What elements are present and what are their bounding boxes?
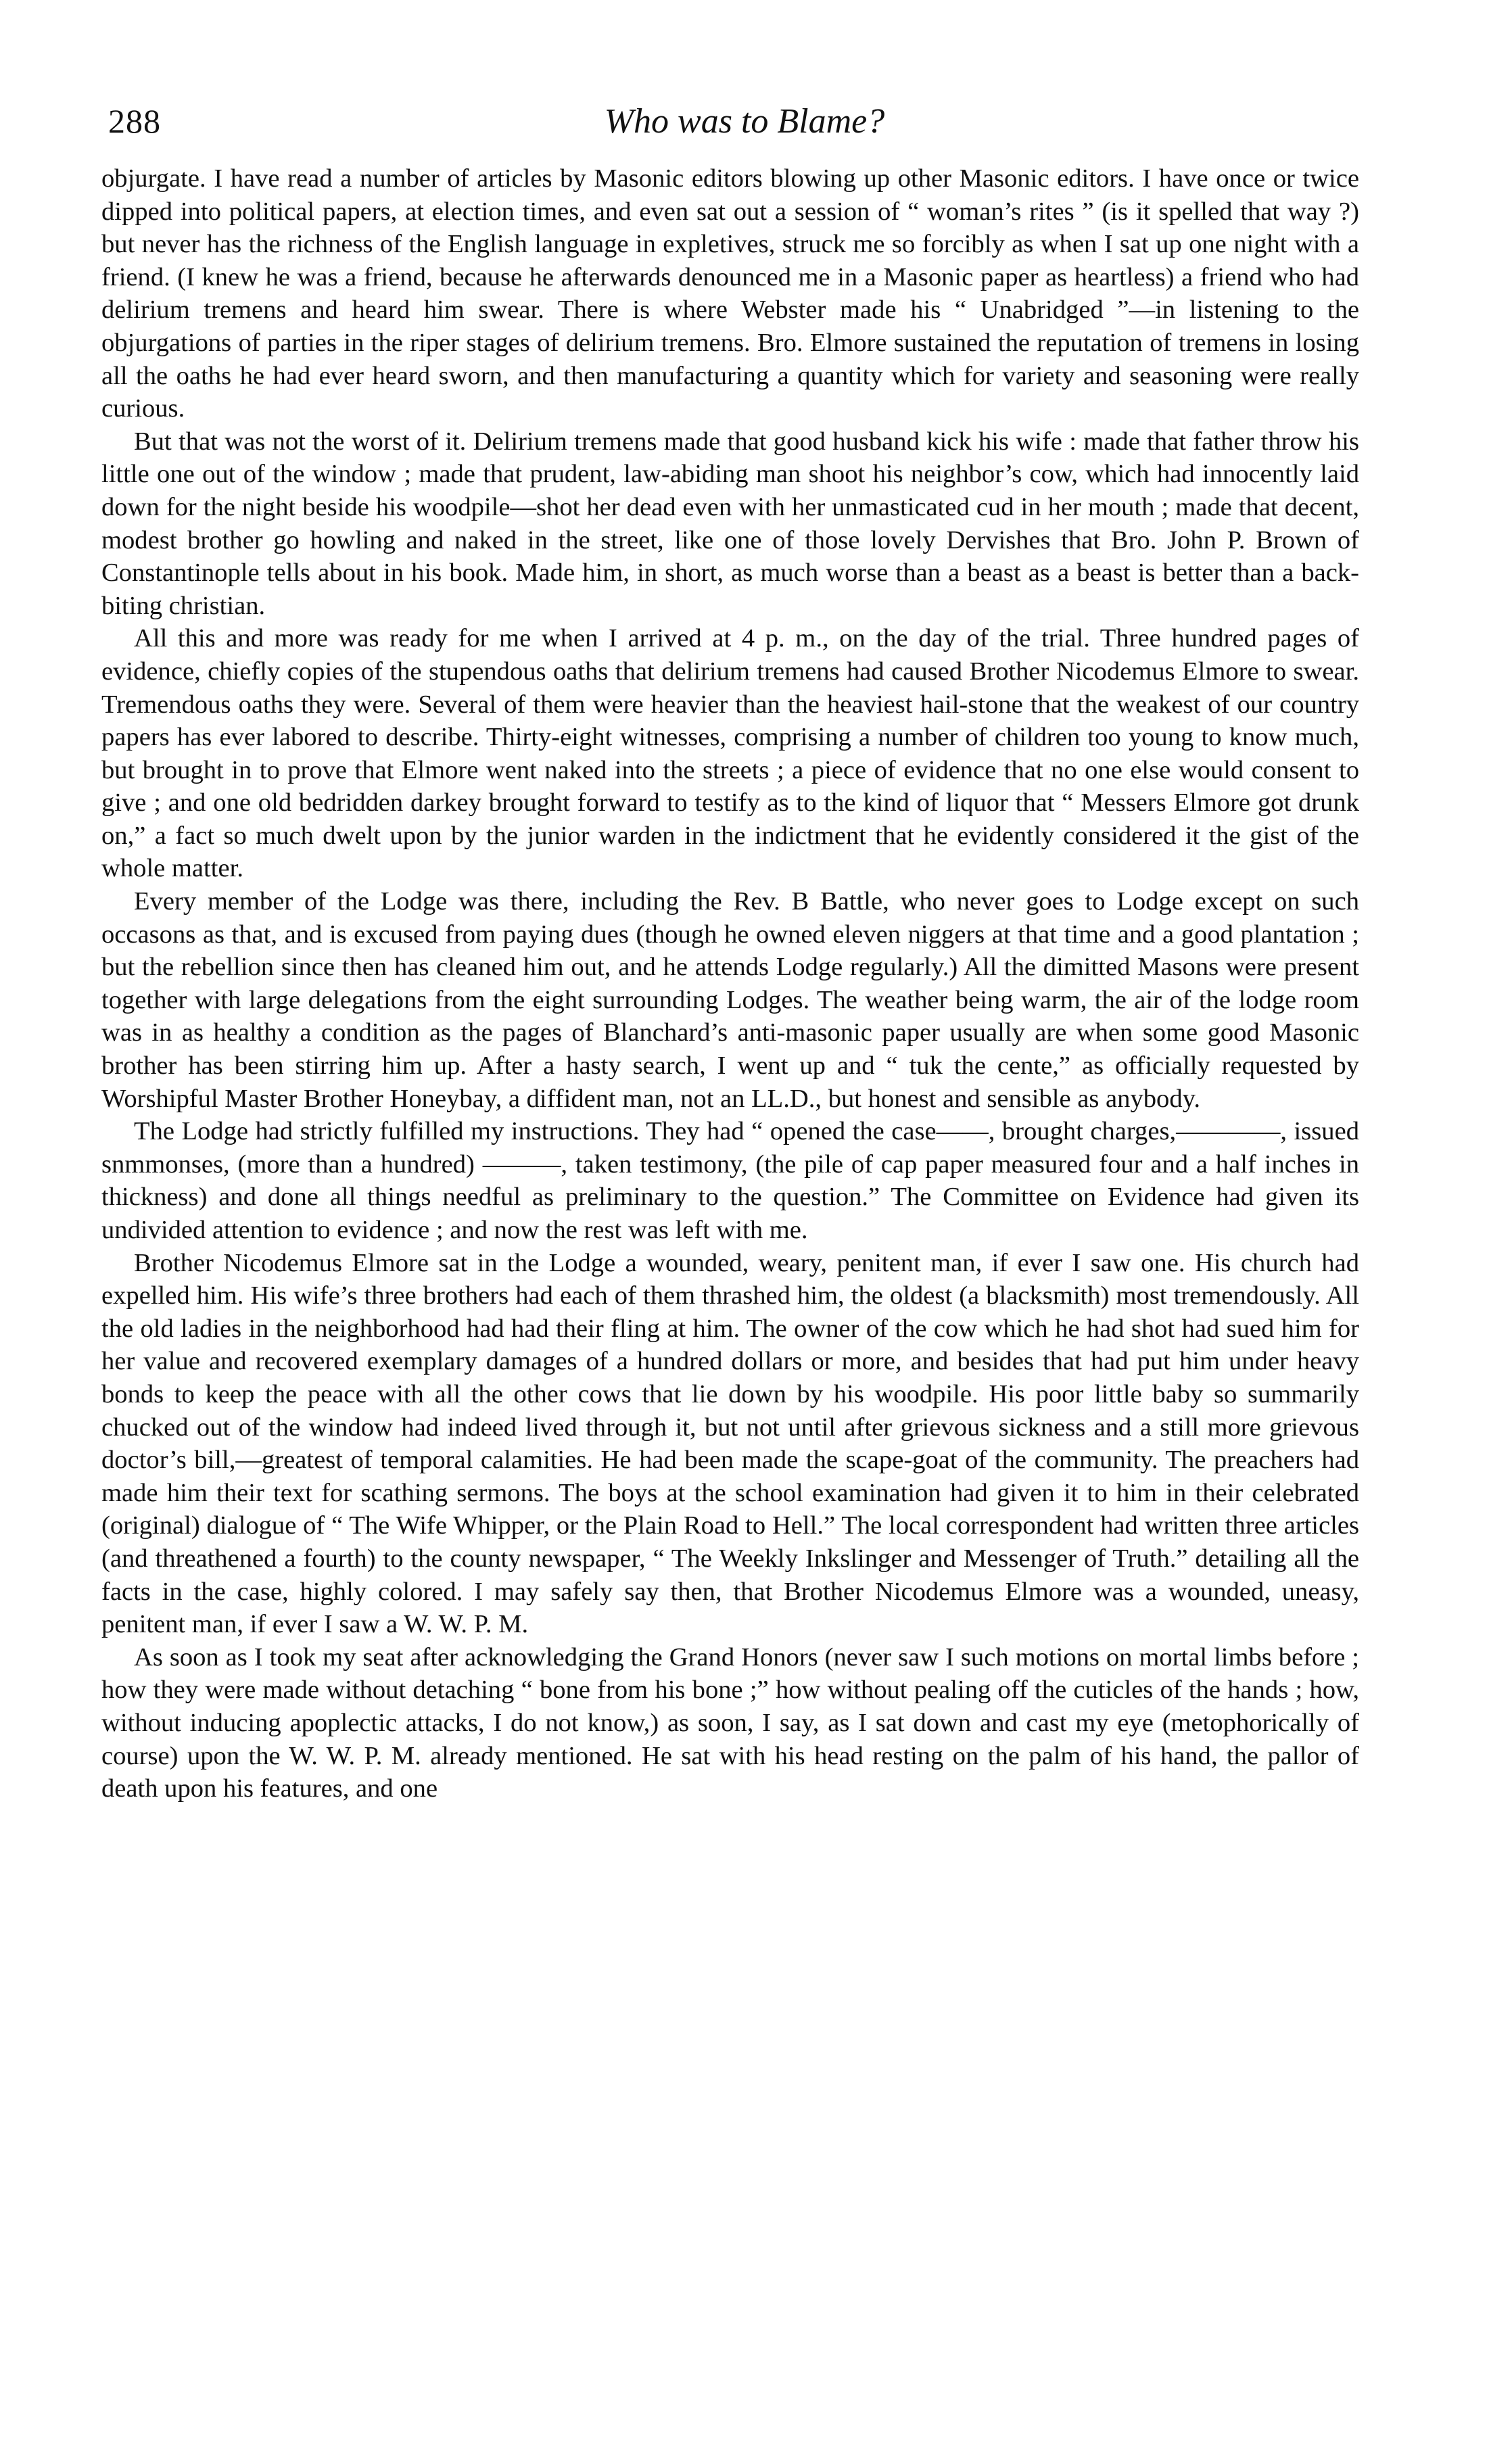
paragraph: But that was not the worst of it. Delirium tremens made that good husband kick his wife : made that father throw his little one out of the window ; made that prudent, law-abiding man shoot his neighbor’s cow, which had innocently laid down for the night beside his woodpile—shot her dead even with her unmasticated cud in her mouth ; made that decent, modest brother go howling and naked in the street, like one of those lovely Dervishes that Bro. John P. Brown of Constantinople tells about in his book. Made him, in short, as much worse than a beast as a beast is better than a back-biting christian.: [101, 427, 1359, 620]
paragraph: Every member of the Lodge was there, including the Rev. B Battle, who never goes to Lodge except on such occasons as that, and is excused from paying dues (though he owned eleven niggers at that time and a good plantation ; but the rebellion since then has cleaned him out, and he attends Lodge regularly.) All the dimitted Masons were present together with large delegations from the eight surrounding Lodges. The weather being warm, the air of the lodge room was in as healthy a condition as the pages of Blanchard’s anti-masonic paper usually are when some good Masonic brother has been stirring him up. After a hasty search, I went up and “ tuk the cente,” as officially requested by Worshipful Master Brother Honeybay, a diffident man, not an LL.D., but honest and sensible as anybody.: [101, 887, 1359, 1113]
running-title: Who was to Blame?: [604, 102, 885, 141]
paragraph: Brother Nicodemus Elmore sat in the Lodge a wounded, weary, penitent man, if ever I saw one. His church had expelled him. His wife’s three brothers had each of them thrashed him, the oldest (a blacksmith) most tremendously. All the old ladies in the neighborhood had had their fling at him. The owner of the cow which he had shot had sued him for her value and recovered exemplary damages of a hundred dollars or more, and besides that had put him under heavy bonds to keep the peace with all the other cows that lie down by his woodpile. His poor little baby so summarily chucked out of the window had indeed lived through it, but not until after grievous sickness and a still more grievous doctor’s bill,—greatest of temporal calamities. He had been made the scape-goat of the community. The preachers had made him their text for scathing sermons. The boys at the school examination had given it to him in their celebrated (original) dialogue of “ The Wife Whipper, or the Plain Road to Hell.” The local correspondent had written three articles (and threathened a fourth) to the county newspaper, “ The Weekly Inkslinger and Messenger of Truth.” detailing all the facts in the case, highly colored. I may safely say then, that Brother Nicodemus Elmore was a wounded, uneasy, penitent man, if ever I saw a W. W. P. M.: [101, 1248, 1359, 1639]
paragraph: All this and more was ready for me when I arrived at 4 p. m., on the day of the trial. Three hundred pages of evidence, chiefly copies of the stupendous oaths that delirium tremens had caused Brother Nicodemus Elmore to swear. Tremendous oaths they were. Several of them were heavier than the heaviest hail-stone that the weakest of our country papers has ever labored to describe. Thirty-eight witnesses, comprising a number of children too young to know much, but brought in to prove that Elmore went naked into the streets ; a piece of evidence that no one else would consent to give ; and one old bedridden darkey brought forward to testify as to the kind of liquor that “ Messers Elmore got drunk on,” a fact so much dwelt upon by the junior warden in the indictment that he evidently considered it the gist of the whole matter.: [101, 624, 1359, 883]
body-text: [101, 162, 1359, 1805]
paragraph: The Lodge had strictly fulfilled my instructions. They had “ opened the case——, brought charges,————, issued snmmonses, (more than a hundred) ———, taken testimony, (the pile of cap paper measured four and a half inches in thickness) and done all things needful as preliminary to the question.” The Committee on Evidence had given its undivided attention to evidence ; and now the rest was left with me.: [101, 1117, 1359, 1244]
page-header: [108, 101, 1381, 149]
page-number: 288: [108, 102, 161, 140]
paragraph: objurgate. I have read a number of articles by Masonic editors blowing up other Masonic editors. I have once or twice dipped into political papers, at election times, and even sat out a session of “ woman’s rites ” (is it spelled that way ?) but never has the richness of the English language in expletives, struck me so forcibly as when I sat up one night with a friend. (I knew he was a friend, because he afterwards denounced me in a Masonic paper as heartless) a friend who had delirium tremens and heard him swear. There is where Webster made his “ Unabridged ”—in listening to the objurgations of parties in the riper stages of delirium tremens. Bro. Elmore sustained the reputation of tremens in losing all the oaths he had ever heard sworn, and then manufacturing a quantity which for variety and seasoning were really curious.: [101, 164, 1359, 423]
paragraph: As soon as I took my seat after acknowledging the Grand Honors (never saw I such motions on mortal limbs before ; how they were made without detaching “ bone from his bone ;” how without pealing off the cuticles of the hands ; how, without inducing apoplectic attacks, I do not know,) as soon, I say, as I sat down and cast my eye (metophorically of course) upon the W. W. P. M. already mentioned. He sat with his head resting on the palm of his hand, the pallor of death upon his features, and one: [101, 1642, 1359, 1803]
